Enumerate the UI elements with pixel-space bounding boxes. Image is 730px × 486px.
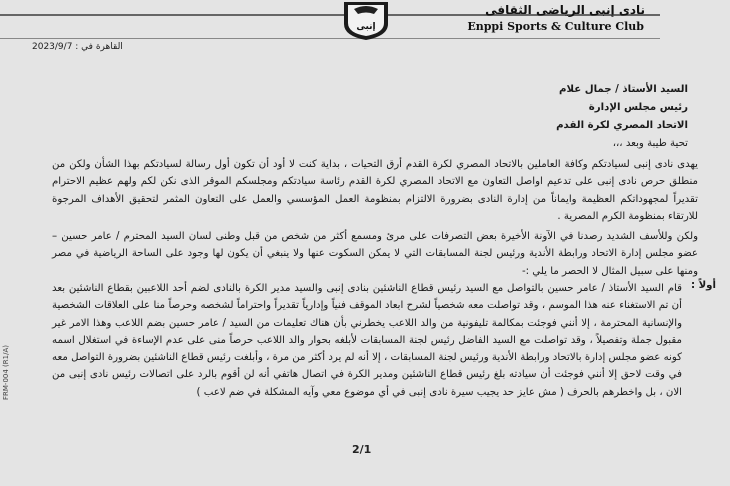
greeting: تحية طيبة وبعد ،،، [612,138,688,149]
club-logo-icon [338,0,394,40]
letterhead [0,0,730,44]
paragraph-intro: يهدى نادى إنبى لسيادتكم وكافة العاملين بالاتحاد المصري لكرة القدم أرق التحيات ، بداية كنت لا أود أن تكون أول رسالة لسيادتكم بهذا الشأن ولكن من منطلق حرص نادى إنبى على تدعيم اواصل التعاون مع الاتحاد المصري لكرة القدم رئاسة سيادتكم ومجلسكم الموقر الذى نكن لكم ولهم عظيم الاحترام تقديراً لمجهوداتكم العظيمة وايماناً من إدارة النادى بضرورة الالتزام بمنظومة العمل المؤسسي والعمل على التعاون المثمر لتحقيق الأهداف المرجوة للارتقاء بمنظومة الكرم المصرية . [52,159,698,222]
header-rule-lower [0,38,660,39]
page-number: 2/1 [352,443,372,456]
club-name-english: Enppi Sports & Culture Club [467,20,644,33]
form-code: FRM-004 (R1/A) [2,345,10,400]
point-one-label: أولاً : [690,280,716,291]
recipient-organization: الاتحاد المصري لكرة القدم [556,120,688,131]
recipient-title: رئيس مجلس الإدارة [588,102,688,113]
paragraph-concern: ولكن وللأسف الشديد رصدنا في الآونة الأخيرة بعض التصرفات على مرئ ومسمع أكثر من شخص من قبل وطنى لسان السيد المحترم / عامر حسين – عضو مجلس إدارة الاتحاد ورابطة الأندية ورئيس لجنة المسابقات التي لا يمكن السكوت عنها ولا ينبغي أن يكون لها وجود على الساحة الرياضية في مصر ومنها على سبيل المثال لا الحصر ما يلي :- [52,231,698,277]
letter-date: القاهرة في : 2023/9/7 [32,42,123,52]
club-name-arabic: نادى إنبى الرياضى الثقافى [485,3,645,17]
paragraph-point-one: قام السيد الأستاذ / عامر حسين بالتواصل مع السيد رئيس قطاع الناشئين بنادى إنبى والسيد مدير الكرة بالنادى لضم أحد اللاعبين بقطاع الناشئين بعد أن تم الاستغناء عنه هذا الموسم ، وقد تواصلت معه شخصياً لشرح ابعاد الموقف فنياً وإدارياً تقديراً واحتراماً لشخصه وحرصاً منا على العلاقات الشخصية والإنسانية المحترمة ، إلا أنني فوجئت بمكالمة تليفونية من والد اللاعب يخطرني بأن هناك تعليمات من السيد / عامر حسين بضم اللاعب وهذا الامر غير مقبول جملة وتفصيلاً ، وقد تواصلت مع السيد الفاضل رئيس لجنة المسابقات لأبلغه بحوار والد اللاعب حرصاً منى على عدم الإساءة في استغلال اسمه كونه عضو مجلس إدارة بالاتحاد ورابطة الأندية ورئيس لجنة المسابقات ، إلا أنه لم يرد أكثر من مرة ، وأبلغت رئيس قطاع الناشئين بضرورة التواصل معه في وقت لاحق إلا أنني فوجئت أن سيادته بلغ رئيس قطاع الناشئين ومدير الكرة في اتصال هاتفي أنه لن أقوم بالرد على اتصالات رئيس نادى إنبى من الان ، بل واخطرهم بالحرف ( مش عايز حد يجيب سيرة نادى إنبى في أي موضوع معي وآيه المشكلة في ضم لاعب ) [52,283,682,398]
logo-text: إنبى [356,22,376,32]
recipient-name: السيد الأستاذ / جمال علام [559,84,688,95]
